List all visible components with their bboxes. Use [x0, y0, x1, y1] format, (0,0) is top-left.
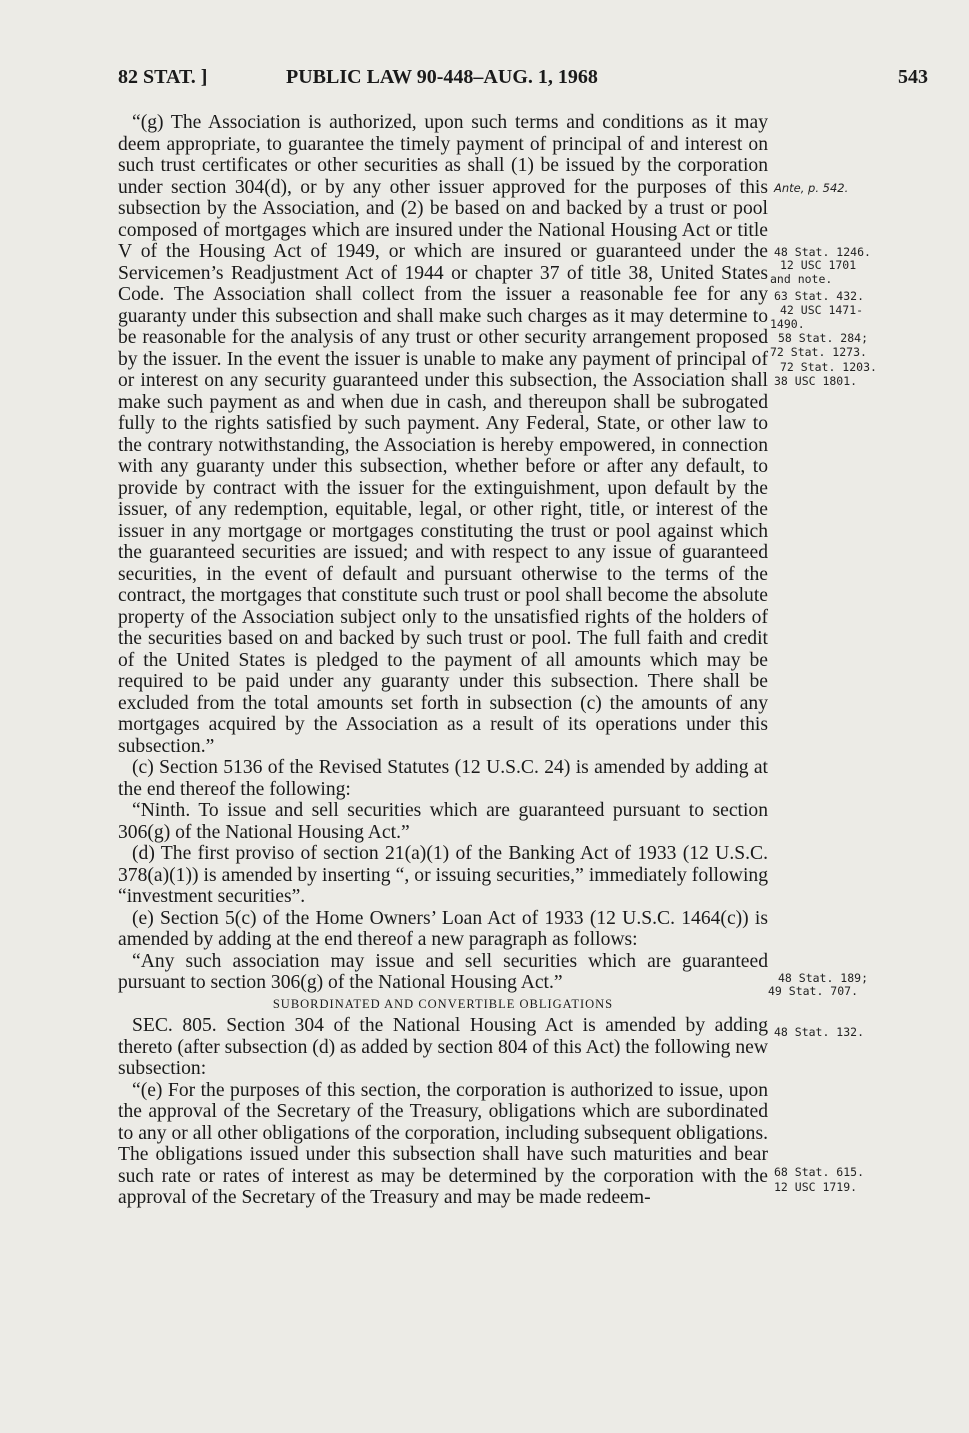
- margin-note: 42 USC 1471-: [780, 303, 864, 317]
- statute-volume: 82 STAT. ]: [118, 66, 208, 88]
- paragraph-c: (c) Section 5136 of the Revised Statutes (12 U.S.C. 24) is amended by adding at the end thereof the following:: [118, 757, 768, 800]
- margin-note: 68 Stat. 615.: [774, 1165, 865, 1179]
- margin-note: 12 USC 1719.: [774, 1180, 858, 1194]
- page-header: [118, 66, 928, 100]
- margin-note: and note.: [770, 272, 833, 286]
- margin-note: 38 USC 1801.: [774, 374, 858, 388]
- margin-note: 58 Stat. 284;: [778, 331, 869, 345]
- page-number: 543: [898, 66, 928, 88]
- paragraph-subsection-e: “(e) For the purposes of this section, the corporation is authorized to issue, upon the approval of the Secretary of the Treasury, obligations which are subordinated to any or all other obligations of the corporation, including subsequent obligations. The obligations issued under this subsection shall have such maturities and bear such rate or rates of interest as may be determined by the corporation with the approval of the Secretary of the Treasury and may be made redeem-: [118, 1079, 768, 1208]
- margin-note: 49 Stat. 707.: [768, 984, 859, 998]
- margin-note: 48 Stat. 1246.: [774, 245, 871, 259]
- paragraph-subsection-g: “(g) The Association is authorized, upon such terms and conditions as it may deem appropriate, to guarantee the timely payment of principal of and interest on such trust certificates or other securities as shall (1) be issued by the corporation under section 304(d), or by any other issuer approved for the purposes of this subsection by the Association, and (2) be based on and backed by a trust or pool composed of mortgages which are insured under the National Housing Act or title V of the Housing Act of 1949, or which are insured or guaranteed under the Servicemen’s Readjustment Act of 1944 or chapter 37 of title 38, United States Code. The Association shall collect from the issuer a reasonable fee for any guaranty under this subsection and shall make such charges as it may determine to be reasonable for the analysis of any trust or other security arrangement proposed by the issuer. In the event the issuer is unable to make any payment of principal of or interest on any security guaranteed under this subsection, the Association shall make such payment as and when due in cash, and thereupon shall be subrogated fully to the rights satisfied by such payment. Any Federal, State, or other law to the contrary notwithstanding, the Association is hereby empowered, in connection with any guaranty under this subsection, whether before or after any default, to provide by contract with the issuer for the extinguishment, upon default by the issuer, of any redemption, equitable, legal, or other right, title, or interest of the issuer in any mortgage or mortgages constituting the trust or pool against which the guaranteed securities are issued; and with respect to any issue of guaranteed securities, in the event of default and pursuant otherwise to the terms of the contract, the mortgages that constitute such trust or pool shall become the absolute property of the Association subject only to the unsatisfied rights of the holders of the securities based on and backed by such trust or pool. The full faith and credit of the United States is pledged to the payment of all amounts which may be required to be paid under any guaranty under this subsection. There shall be excluded from the total amounts set forth in subsection (c) the amounts of any mortgages acquired by the Association as a result of its operations under this subsection.”: [118, 112, 768, 757]
- margin-note: 12 USC 1701: [780, 258, 857, 272]
- body-text: [118, 112, 768, 1209]
- margin-note: Ante, p. 542.: [774, 181, 849, 195]
- paragraph-d: (d) The first proviso of section 21(a)(1) of the Banking Act of 1933 (12 U.S.C. 378(a)(1)) is amended by inserting “, or issuing securities,” immediately following “investment securities”.: [118, 843, 768, 907]
- margin-note: 63 Stat. 432.: [774, 289, 865, 303]
- margin-note: 48 Stat. 132.: [774, 1025, 865, 1039]
- section-heading: SUBORDINATED AND CONVERTIBLE OBLIGATIONS: [272, 996, 614, 1011]
- margin-note: 1490.: [770, 317, 805, 331]
- paragraph-ninth: “Ninth. To issue and sell securities which are guaranteed pursuant to section 306(g) of the National Housing Act.”: [118, 800, 768, 843]
- margin-note: 72 Stat. 1273.: [770, 345, 867, 359]
- paragraph-e: (e) Section 5(c) of the Home Owners’ Loan Act of 1933 (12 U.S.C. 1464(c)) is amended by adding at the end thereof a new paragraph as follows:: [118, 907, 768, 950]
- margin-note: 48 Stat. 189;: [778, 971, 869, 985]
- paragraph-sec-805: SEC. 805. Section 304 of the National Housing Act is amended by adding thereto (after subsection (d) as added by section 804 of this Act) the following new subsection:: [118, 1015, 768, 1079]
- paragraph-association: “Any such association may issue and sell securities which are guaranteed pursuant to section 306(g) of the National Housing Act.”: [118, 950, 768, 993]
- page-title: PUBLIC LAW 90-448–AUG. 1, 1968: [286, 66, 598, 88]
- margin-note: 72 Stat. 1203.: [780, 360, 877, 374]
